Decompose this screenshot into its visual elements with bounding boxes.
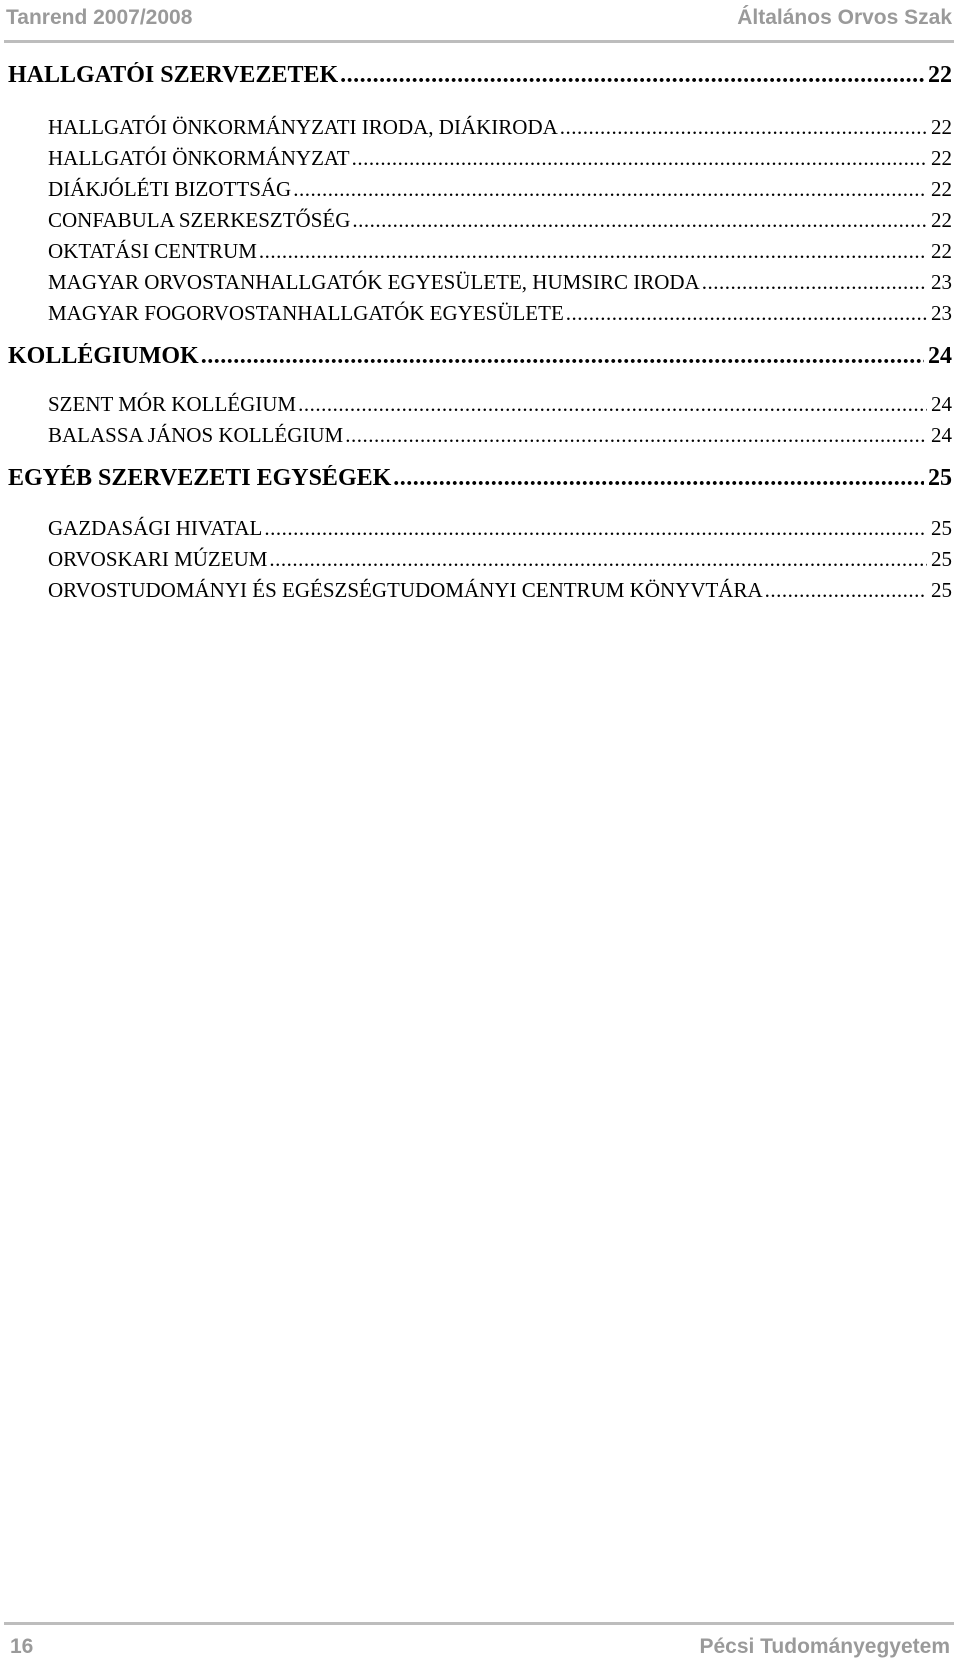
toc-entry-kollegiumok[interactable] [8,343,952,370]
header-course-year: Tanrend 2007/2008 [6,6,193,29]
toc-entry-title: KOLLÉGIUMOK [8,343,199,369]
toc-entry-gazdasagi-hivatal[interactable] [48,516,952,541]
toc-entry-onkormanyzati-iroda[interactable] [48,115,952,140]
toc-entry-page: 22 [931,177,952,201]
toc-leader-dots [264,516,927,541]
toc-entry-onkormanyzat[interactable] [48,146,952,171]
toc-entry-title: MAGYAR FOGORVOSTANHALLGATÓK EGYESÜLETE [48,301,564,325]
toc-entry-title: DIÁKJÓLÉTI BIZOTTSÁG [48,177,292,201]
toc-entry-page: 25 [928,465,952,491]
footer-institution: Pécsi Tudományegyetem [699,1635,950,1658]
toc-entry-page: 24 [928,343,952,369]
toc-entry-page: 22 [931,239,952,263]
toc-entry-hallgatoi-szervezetek[interactable] [8,62,952,89]
toc-leader-dots [340,62,924,89]
toc-entry-konyvtar[interactable] [48,578,952,603]
toc-entry-title: SZENT MÓR KOLLÉGIUM [48,392,297,416]
toc-entry-oktatasi-centrum[interactable] [48,239,952,264]
toc-entry-title: HALLGATÓI ÖNKORMÁNYZAT [48,146,350,170]
toc-entry-page: 23 [931,301,952,325]
toc-leader-dots [566,301,927,326]
toc-entry-page: 22 [931,115,952,139]
toc-entry-title: ORVOSTUDOMÁNYI ÉS EGÉSZSÉGTUDOMÁNYI CENTRUM KÖNYVTÁRA [48,578,763,602]
toc-entry-szent-mor[interactable] [48,392,952,417]
toc-entry-egyeb-szervezeti-egysegek[interactable] [8,465,952,492]
toc-entry-title: HALLGATÓI ÖNKORMÁNYZATI IRODA, DIÁKIRODA [48,115,558,139]
toc-leader-dots [259,239,927,264]
toc-leader-dots [352,146,927,171]
toc-entry-diakjoleti-bizottsag[interactable] [48,177,952,202]
toc-entry-page: 25 [931,516,952,540]
page-footer [4,1622,954,1669]
toc-entry-page: 24 [931,423,952,447]
toc-leader-dots [345,423,927,448]
toc-leader-dots [293,177,927,202]
toc-entry-title: BALASSA JÁNOS KOLLÉGIUM [48,423,344,447]
toc-entry-page: 24 [931,392,952,416]
toc-entry-balassa-janos[interactable] [48,423,952,448]
page-header [4,0,954,43]
toc-entry-title: MAGYAR ORVOSTANHALLGATÓK EGYESÜLETE, HUMSIRC IRODA [48,270,700,294]
toc-leader-dots [352,208,927,233]
toc-leader-dots [393,465,924,492]
toc-entry-page: 22 [931,208,952,232]
toc-leader-dots [765,578,927,603]
toc-leader-dots [702,270,927,295]
toc-entry-confabula[interactable] [48,208,952,233]
toc-entry-page: 25 [931,578,952,602]
toc-entry-title: ORVOSKARI MÚZEUM [48,547,268,571]
toc-entry-page: 22 [931,146,952,170]
toc-leader-dots [269,547,927,572]
toc-entry-fogorvostan[interactable] [48,301,952,326]
toc-entry-orvoskari-muzeum[interactable] [48,547,952,572]
toc-entry-title: HALLGATÓI SZERVEZETEK [8,62,339,88]
header-program-name: Általános Orvos Szak [737,6,952,29]
toc-entry-title: CONFABULA SZERKESZTŐSÉG [48,208,351,232]
toc-leader-dots [560,115,927,140]
toc-leader-dots [298,392,927,417]
toc-entry-title: EGYÉB SZERVEZETI EGYSÉGEK [8,465,392,491]
toc-entry-title: OKTATÁSI CENTRUM [48,239,257,263]
toc-leader-dots [201,343,924,370]
toc-entry-page: 22 [928,62,952,88]
toc-entry-humsirc[interactable] [48,270,952,295]
toc-entry-page: 23 [931,270,952,294]
toc-entry-page: 25 [931,547,952,571]
toc-entry-title: GAZDASÁGI HIVATAL [48,516,263,540]
footer-page-number: 16 [10,1635,34,1658]
